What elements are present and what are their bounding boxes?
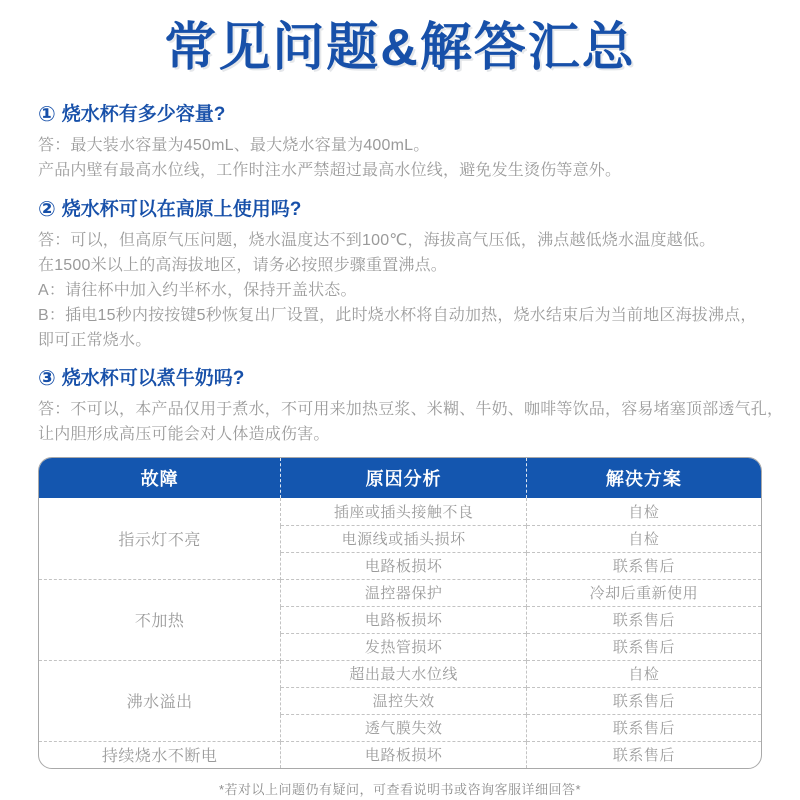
solution-cell: 自检 bbox=[526, 660, 761, 687]
solution-cell: 联系售后 bbox=[526, 552, 761, 579]
faq-question-text: 烧水杯有多少容量? bbox=[61, 104, 226, 125]
fault-cell: 指示灯不亮 bbox=[118, 531, 201, 549]
faq-answer-line: 即可正常烧水。 bbox=[38, 332, 152, 349]
faq-section bbox=[0, 102, 800, 447]
fault-cell: 沸水溢出 bbox=[39, 660, 281, 741]
solution-cell: 自检 bbox=[526, 498, 761, 525]
circled-number-icon: ② bbox=[38, 198, 56, 221]
table-row bbox=[39, 498, 761, 525]
cause-cell: 超出最大水位线 bbox=[281, 660, 526, 687]
faq-question bbox=[38, 197, 762, 223]
page-title: 常见问题&解答汇总 bbox=[164, 19, 636, 77]
col-header-cause: 原因分析 bbox=[281, 458, 526, 498]
cause-cell: 电路板损坏 bbox=[281, 606, 526, 633]
faq-answer-line: B：插电15秒内按按键5秒恢复出厂设置，此时烧水杯将自动加热，烧水结束后为当前地区海拔沸点， bbox=[38, 307, 757, 324]
cause-cell: 发热管损坏 bbox=[281, 633, 526, 660]
faq-answer bbox=[38, 228, 762, 353]
faq-question-text: 烧水杯可以在高原上使用吗? bbox=[61, 199, 302, 220]
fault-table bbox=[39, 458, 761, 768]
faq-item bbox=[38, 366, 784, 447]
cause-cell: 温控器保护 bbox=[281, 579, 526, 606]
solution-cell: 联系售后 bbox=[526, 606, 761, 633]
solution-cell: 联系售后 bbox=[526, 714, 761, 741]
faq-question-text: 烧水杯可以煮牛奶吗? bbox=[61, 368, 245, 389]
fault-cell: 持续烧水不断电 bbox=[39, 741, 281, 768]
cause-cell: 电源线或插头损坏 bbox=[281, 525, 526, 552]
faq-answer-line: 答：最大装水容量为450mL、最大烧水容量为400mL。 bbox=[38, 137, 430, 154]
cause-cell: 插座或插头接触不良 bbox=[281, 498, 526, 525]
cause-cell: 电路板损坏 bbox=[281, 552, 526, 579]
solution-cell: 冷却后重新使用 bbox=[526, 579, 761, 606]
circled-number-icon: ③ bbox=[38, 367, 56, 390]
faq-question bbox=[38, 102, 762, 128]
faq-answer-line: 答：不可以，本产品仅用于煮水，不可用来加热豆浆、米糊、牛奶、咖啡等饮品，容易堵塞顶部透气孔， bbox=[38, 401, 784, 418]
faq-item bbox=[38, 197, 762, 353]
solution-cell: 联系售后 bbox=[526, 741, 761, 768]
solution-cell: 自检 bbox=[526, 525, 761, 552]
faq-answer bbox=[38, 397, 784, 447]
cause-cell: 透气膜失效 bbox=[281, 714, 526, 741]
faq-answer bbox=[38, 133, 762, 183]
faq-answer-line: 在1500米以上的高海拔地区，请务必按照步骤重置沸点。 bbox=[38, 257, 447, 274]
solution-cell: 联系售后 bbox=[526, 633, 761, 660]
col-header-solution: 解决方案 bbox=[526, 458, 761, 498]
troubleshooting-table bbox=[38, 457, 762, 769]
table-row bbox=[39, 741, 761, 768]
faq-answer-line: 产品内壁有最高水位线，工作时注水严禁超过最高水位线，避免发生烫伤等意外。 bbox=[38, 162, 622, 179]
faq-item bbox=[38, 102, 762, 183]
faq-answer-line: 让内胆形成高压可能会对人体造成伤害。 bbox=[38, 426, 330, 443]
faq-answer-line: 答：可以，但高原气压问题，烧水温度达不到100℃，海拔高气压低，沸点越低烧水温度越低。 bbox=[38, 232, 716, 249]
fault-cell: 不加热 bbox=[39, 579, 281, 660]
solution-cell: 联系售后 bbox=[526, 687, 761, 714]
table-row bbox=[39, 660, 761, 687]
table-header-row bbox=[39, 458, 761, 498]
circled-number-icon: ① bbox=[38, 103, 56, 126]
faq-question bbox=[38, 366, 762, 392]
table-row bbox=[39, 579, 761, 606]
cause-cell: 温控失效 bbox=[281, 687, 526, 714]
faq-answer-line: A：请往杯中加入约半杯水，保持开盖状态。 bbox=[38, 282, 357, 299]
footer-note: *若对以上问题仍有疑问，可查看说明书或咨询客服详细回答* bbox=[218, 782, 582, 797]
cause-cell: 电路板损坏 bbox=[281, 741, 526, 768]
col-header-fault: 故障 bbox=[39, 458, 281, 498]
